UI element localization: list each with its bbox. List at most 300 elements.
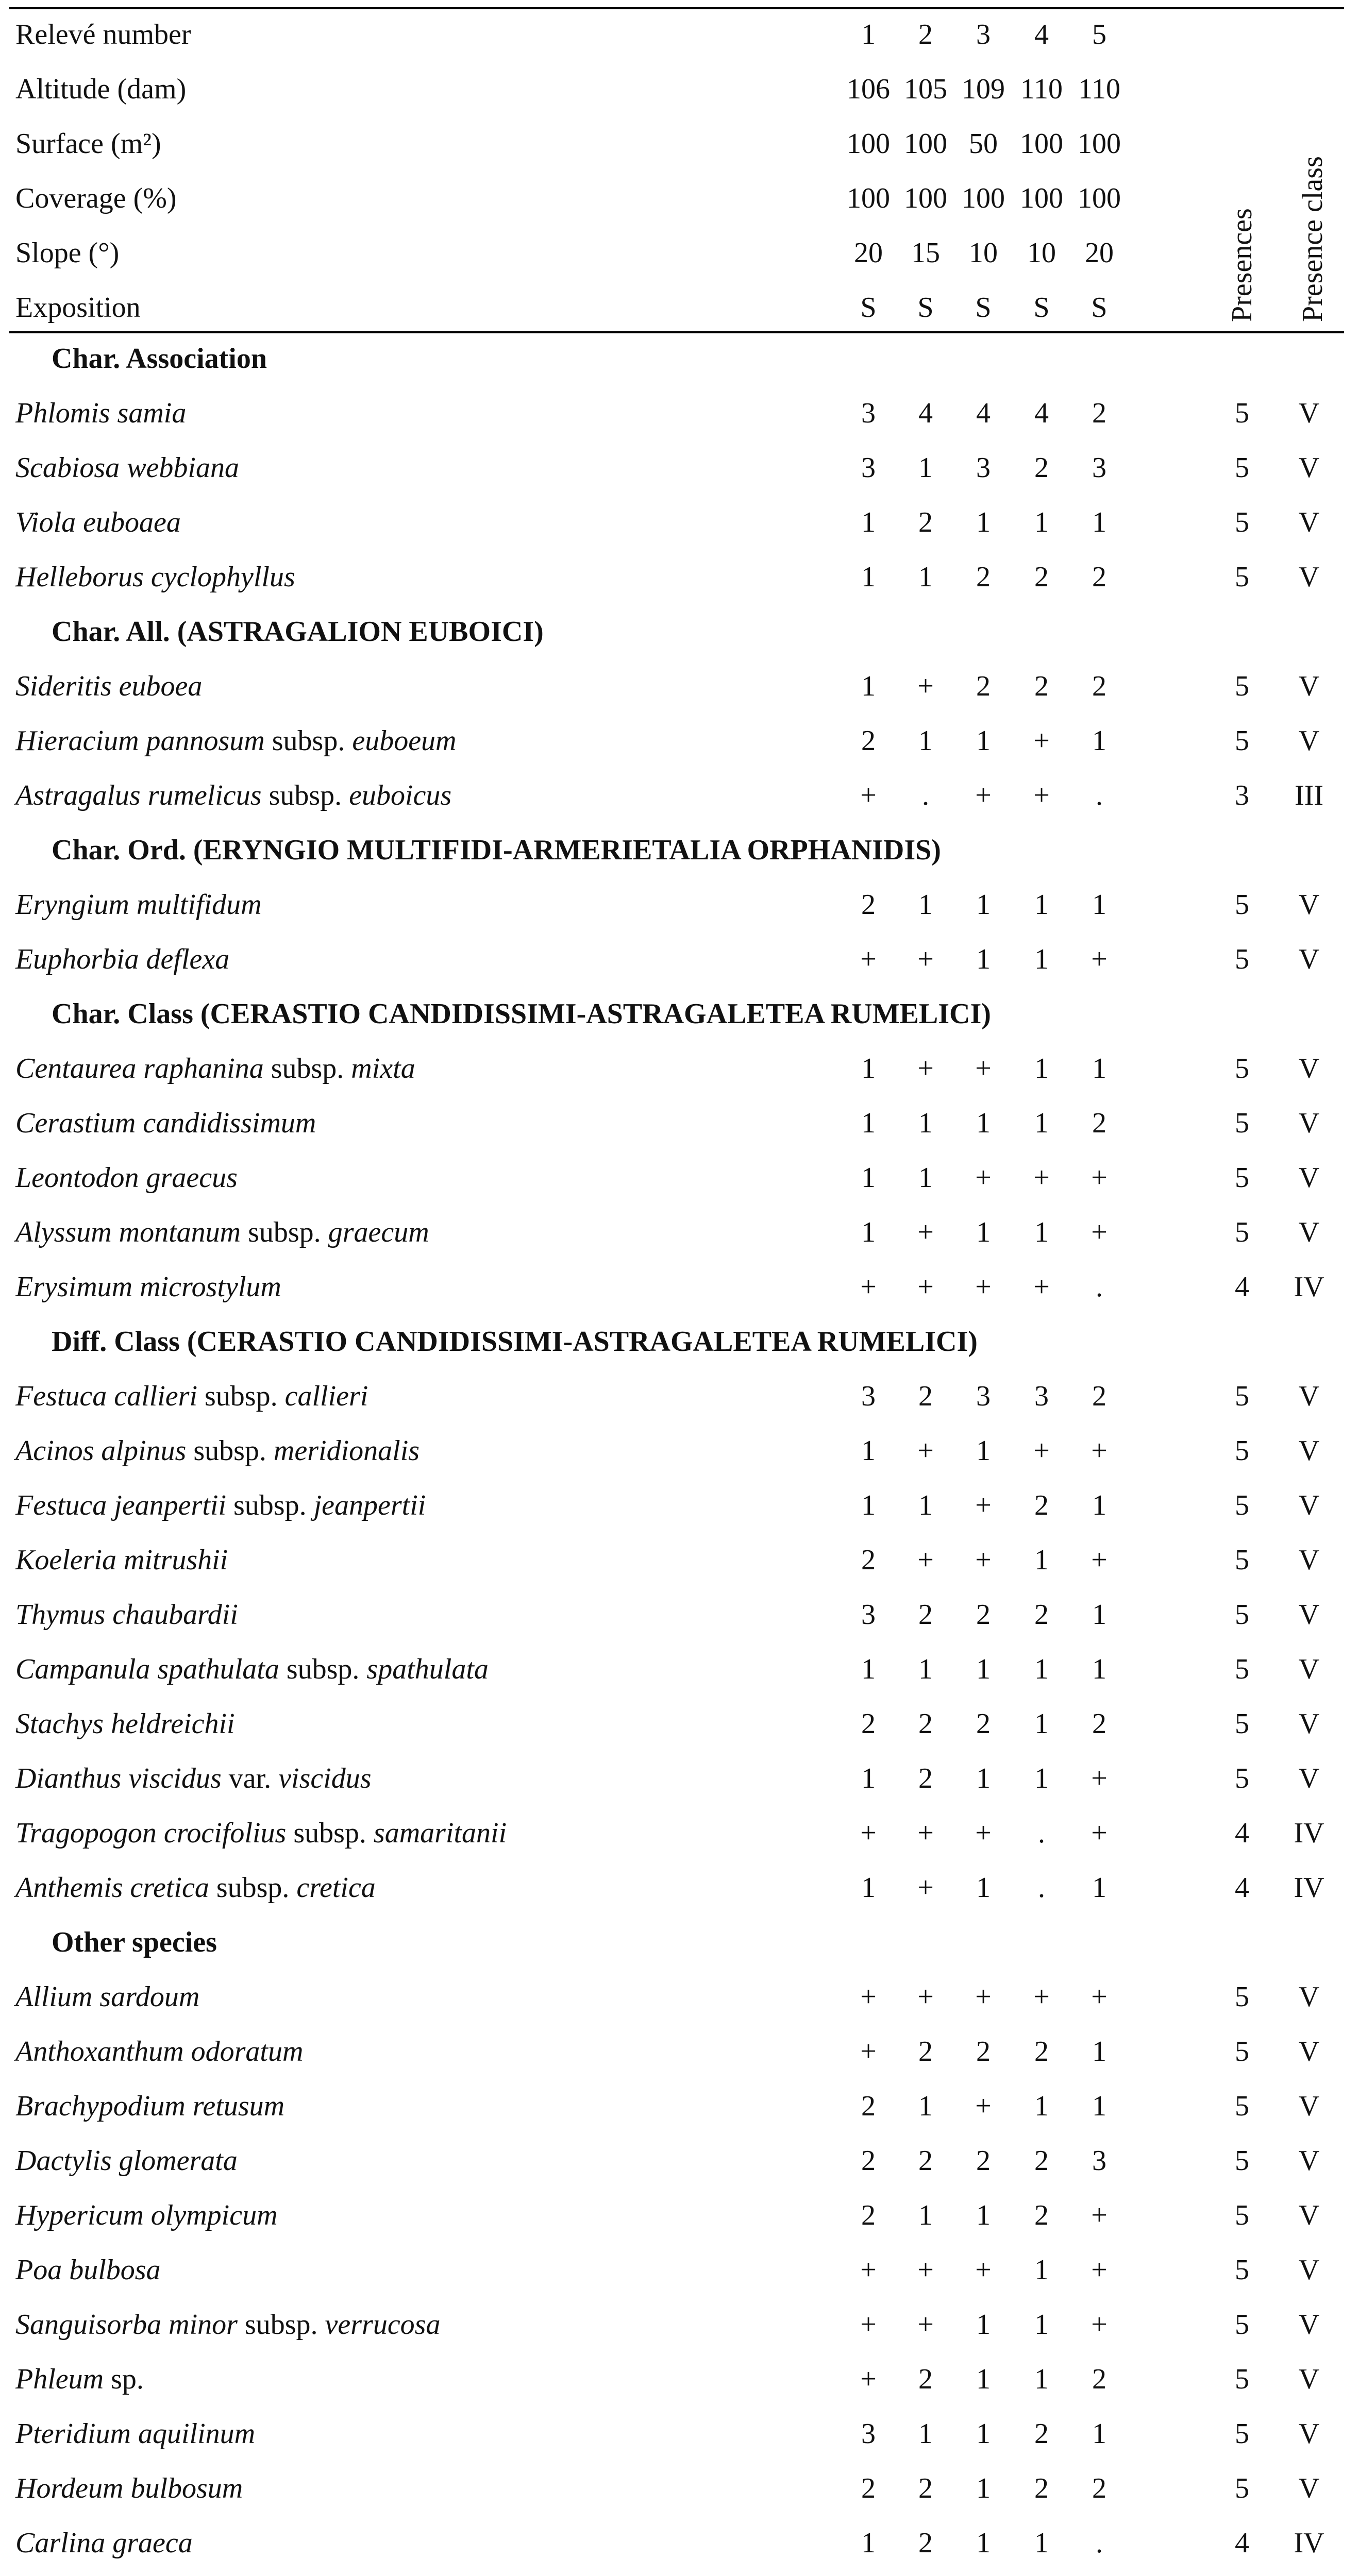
abundance-value: + — [975, 2090, 992, 2122]
abundance-value: 2 — [918, 1380, 933, 1412]
abundance-value: 2 — [1092, 397, 1106, 429]
abundance-value: 1 — [1092, 1653, 1106, 1685]
abundance-value: 2 — [861, 2199, 876, 2231]
species-name-part: subsp. — [241, 1216, 328, 1248]
abundance-value: 4 — [918, 397, 933, 429]
abundance-value: 2 — [1034, 2036, 1049, 2067]
species-name-part: var. — [221, 1762, 279, 1794]
presence-class-value: V — [1298, 2036, 1320, 2067]
presence-class-value: V — [1298, 2472, 1320, 2504]
abundance-value: + — [917, 1872, 934, 1904]
presence-class-value: V — [1298, 1216, 1320, 1248]
abundance-value: 1 — [1092, 2090, 1106, 2122]
species-name-part: subsp. — [279, 1653, 367, 1685]
species-row — [0, 2133, 1359, 2188]
abundance-value: 1 — [976, 1653, 991, 1685]
abundance-value: + — [917, 2309, 934, 2341]
abundance-value: 2 — [1092, 2472, 1106, 2504]
section-heading-row — [0, 1314, 1359, 1369]
abundance-value: 1 — [861, 1872, 876, 1904]
presence-class-value: IV — [1294, 2527, 1324, 2559]
species-row — [0, 2024, 1359, 2079]
abundance-value: + — [917, 1544, 934, 1576]
presence-class-value: V — [1298, 889, 1320, 921]
header-value: 50 — [969, 128, 998, 160]
species-row — [0, 714, 1359, 768]
abundance-value: + — [1091, 1216, 1108, 1248]
presence-class-value: V — [1298, 1653, 1320, 1685]
abundance-value: 2 — [918, 1708, 933, 1740]
abundance-value — [840, 2570, 897, 2576]
species-row — [0, 495, 1359, 550]
species-row — [0, 1423, 1359, 1478]
abundance-value: + — [860, 943, 877, 975]
abundance-value: 2 — [1034, 2145, 1049, 2177]
presences-value: 5 — [1235, 1107, 1249, 1139]
abundance-value: 3 — [1034, 1380, 1049, 1412]
abundance-value: + — [917, 1435, 934, 1467]
abundance-value: 2 — [976, 1599, 991, 1631]
species-row — [0, 1150, 1359, 1205]
species-row — [0, 2406, 1359, 2461]
presences-value: 5 — [1235, 2418, 1249, 2450]
presence-class-value: V — [1298, 1489, 1320, 1521]
header-label: Slope (°) — [15, 237, 120, 269]
section-heading-row — [0, 604, 1359, 659]
abundance-value: + — [1033, 1435, 1050, 1467]
presence-class-value: IV — [1294, 1817, 1324, 1849]
species-name — [15, 1970, 199, 2024]
abundance-value: 1 — [976, 1107, 991, 1139]
abundance-value: 1 — [861, 506, 876, 538]
presences-value: 5 — [1235, 397, 1249, 429]
header-label: Exposition — [15, 292, 141, 324]
species-name-part: verrucosa — [325, 2309, 441, 2341]
presences-value: 5 — [1235, 1216, 1249, 1248]
species-name-part: Phlomis samia — [15, 397, 187, 429]
abundance-value: . — [1096, 779, 1103, 811]
abundance-value: 1 — [1034, 1107, 1049, 1139]
section-title: Char. Association — [52, 343, 267, 375]
species-name — [15, 2079, 284, 2133]
species-name — [15, 2461, 243, 2516]
abundance-value: + — [917, 1271, 934, 1303]
presences-value: 3 — [1235, 779, 1249, 811]
species-name — [15, 386, 186, 440]
species-name — [15, 932, 229, 987]
abundance-value: 2 — [1034, 561, 1049, 593]
presence-class-value: V — [1298, 1380, 1320, 1412]
header-label: Coverage (%) — [15, 182, 177, 214]
abundance-value: 1 — [918, 1162, 933, 1194]
species-row — [0, 1970, 1359, 2024]
abundance-value: 1 — [861, 1107, 876, 1139]
species-name-part: Festuca jeanpertii — [15, 1489, 227, 1521]
presence-class-value: V — [1298, 452, 1320, 484]
species-name-part: spathulata — [366, 1653, 489, 1685]
abundance-value: 2 — [1034, 2472, 1049, 2504]
presences-value: 5 — [1235, 1489, 1249, 1521]
species-row — [0, 440, 1359, 495]
abundance-value: + — [860, 779, 877, 811]
abundance-value: 1 — [1092, 1053, 1106, 1084]
abundance-value: 2 — [976, 561, 991, 593]
abundance-value: + — [975, 1817, 992, 1849]
presences-value: 5 — [1235, 2145, 1249, 2177]
abundance-value: + — [917, 1216, 934, 1248]
species-name-part: Dianthus viscidus — [15, 1762, 222, 1794]
presences-value — [1219, 2570, 1265, 2576]
abundance-value: 1 — [861, 1216, 876, 1248]
species-name-part: Euphorbia deflexa — [15, 943, 230, 975]
species-name — [15, 1150, 238, 1205]
presence-class-value: V — [1298, 1053, 1320, 1084]
species-name-part: Phleum — [15, 2363, 104, 2395]
abundance-value: + — [975, 1162, 992, 1194]
presences-value: 5 — [1235, 2363, 1249, 2395]
abundance-value: 2 — [1092, 1107, 1106, 1139]
header-value: S — [975, 292, 992, 324]
abundance-value: 1 — [918, 1489, 933, 1521]
abundance-value: 2 — [918, 1599, 933, 1631]
abundance-value: 1 — [1092, 1872, 1106, 1904]
presences-value: 5 — [1235, 1653, 1249, 1685]
species-name — [15, 768, 451, 823]
species-row — [0, 2570, 1359, 2576]
species-row — [0, 1697, 1359, 1751]
presence-class-header: Presence class — [1297, 156, 1329, 322]
species-name-part: subsp. — [263, 1053, 351, 1084]
abundance-value: 1 — [861, 1435, 876, 1467]
abundance-value: 1 — [918, 2199, 933, 2231]
header-value: 110 — [1078, 73, 1120, 105]
species-name-part: subsp. — [186, 1435, 274, 1467]
abundance-value: 1 — [1034, 1762, 1049, 1794]
species-name-part: Leontodon graecus — [15, 1162, 238, 1194]
species-name-part: mixta — [351, 1053, 415, 1084]
abundance-value: 1 — [976, 2309, 991, 2341]
species-name-part: Tragopogon crocifolius — [15, 1817, 287, 1849]
abundance-value: 1 — [861, 1653, 876, 1685]
species-row — [0, 2297, 1359, 2352]
abundance-value: + — [1091, 943, 1108, 975]
species-name — [15, 2133, 238, 2188]
presence-class-value: V — [1298, 506, 1320, 538]
abundance-value: 2 — [976, 2036, 991, 2067]
abundance-value: 2 — [1034, 2199, 1049, 2231]
species-name — [15, 1806, 507, 1860]
presences-value: 4 — [1235, 1271, 1249, 1303]
header-value: S — [1033, 292, 1050, 324]
header-value: 4 — [1034, 19, 1049, 50]
species-name-part: Alyssum montanum — [15, 1216, 241, 1248]
presences-value: 5 — [1235, 889, 1249, 921]
abundance-value: 1 — [976, 1216, 991, 1248]
presences-value: 5 — [1235, 452, 1249, 484]
presences-value: 5 — [1235, 1762, 1249, 1794]
species-name-part: subsp. — [209, 1872, 297, 1904]
presence-class-value: V — [1298, 1762, 1320, 1794]
abundance-value: 2 — [1034, 1599, 1049, 1631]
abundance-value: 2 — [976, 670, 991, 702]
header-value: 100 — [1020, 128, 1063, 160]
header-row — [0, 171, 1359, 226]
species-name-part: Brachypodium retusum — [15, 2090, 285, 2122]
section-title: Diff. Class (CERASTIO CANDIDISSIMI-ASTRAGALETEA RUMELICI) — [52, 1326, 978, 1358]
species-name-part: Eryngium multifidum — [15, 889, 262, 921]
abundance-value: . — [1096, 2527, 1103, 2559]
abundance-value: 2 — [918, 2527, 933, 2559]
abundance-value: . — [922, 779, 929, 811]
abundance-value: + — [975, 1271, 992, 1303]
header-row — [0, 116, 1359, 171]
presences-value: 5 — [1235, 561, 1249, 593]
species-row — [0, 1642, 1359, 1697]
species-name-part: euboicus — [349, 779, 452, 811]
abundance-value: 2 — [1034, 2418, 1049, 2450]
species-name — [15, 877, 262, 932]
header-value: 20 — [1085, 237, 1114, 269]
species-name-part: jeanpertii — [313, 1489, 426, 1521]
abundance-value: + — [860, 1817, 877, 1849]
species-row — [0, 659, 1359, 714]
abundance-value: 1 — [976, 943, 991, 975]
header-value: 100 — [904, 182, 947, 214]
presence-class-value: V — [1298, 1981, 1320, 2013]
species-name — [15, 1041, 415, 1096]
abundance-value: 1 — [861, 670, 876, 702]
abundance-value: 3 — [861, 397, 876, 429]
header-value: 110 — [1020, 73, 1063, 105]
header-value: 15 — [911, 237, 940, 269]
abundance-value: + — [975, 2254, 992, 2286]
presences-value: 5 — [1235, 725, 1249, 757]
species-name-part: Cerastium candidissimum — [15, 1107, 316, 1139]
abundance-value: 3 — [861, 452, 876, 484]
abundance-value: + — [1033, 1271, 1050, 1303]
presence-class-value: V — [1298, 670, 1320, 702]
abundance-value: + — [1033, 1981, 1050, 2013]
header-row — [0, 280, 1359, 335]
abundance-value: 1 — [1092, 2036, 1106, 2067]
species-name — [15, 659, 202, 714]
presence-class-value: V — [1298, 2199, 1320, 2231]
species-row — [0, 1260, 1359, 1314]
abundance-value: + — [1091, 1762, 1108, 1794]
abundance-value: 2 — [918, 1762, 933, 1794]
abundance-value — [955, 2570, 1012, 2576]
abundance-value: 2 — [861, 2472, 876, 2504]
species-name — [15, 1751, 372, 1806]
species-name — [15, 2024, 303, 2079]
abundance-value: 1 — [1034, 1708, 1049, 1740]
header-value: 5 — [1092, 19, 1106, 50]
section-title: Other species — [52, 1926, 217, 1958]
abundance-value: + — [1091, 2309, 1108, 2341]
abundance-value: + — [860, 2309, 877, 2341]
species-row — [0, 1478, 1359, 1533]
header-value: 10 — [1027, 237, 1056, 269]
abundance-value: 2 — [976, 1708, 991, 1740]
header-value: S — [860, 292, 877, 324]
abundance-value: 1 — [918, 889, 933, 921]
header-value: 10 — [969, 237, 998, 269]
header-value: S — [917, 292, 934, 324]
abundance-value: 2 — [861, 889, 876, 921]
presences-value: 5 — [1235, 1162, 1249, 1194]
presence-class-value: V — [1298, 2418, 1320, 2450]
abundance-value: + — [1033, 1162, 1050, 1194]
presences-value: 5 — [1235, 1053, 1249, 1084]
header-value: S — [1091, 292, 1108, 324]
species-name-part: Stachys heldreichii — [15, 1708, 235, 1740]
header-value: 1 — [861, 19, 876, 50]
species-name-part: Centaurea raphanina — [15, 1053, 264, 1084]
section-heading-row — [0, 1915, 1359, 1970]
section-heading-row — [0, 823, 1359, 877]
species-name — [15, 1860, 376, 1915]
species-name — [15, 1205, 429, 1260]
species-name — [15, 2516, 193, 2570]
species-name-part: subsp. — [237, 2309, 325, 2341]
abundance-value: + — [860, 2254, 877, 2286]
abundance-value: 2 — [918, 2145, 933, 2177]
species-row — [0, 1751, 1359, 1806]
presences-value: 4 — [1235, 2527, 1249, 2559]
species-name — [15, 714, 457, 768]
abundance-value — [1013, 2570, 1070, 2576]
species-name-part: euboeum — [352, 725, 457, 757]
abundance-value: 2 — [861, 2145, 876, 2177]
species-row — [0, 386, 1359, 440]
species-row — [0, 2461, 1359, 2516]
abundance-value: 1 — [976, 2418, 991, 2450]
presences-value: 5 — [1235, 2472, 1249, 2504]
abundance-value: + — [975, 1489, 992, 1521]
species-row — [0, 2188, 1359, 2243]
species-name — [15, 1369, 368, 1423]
abundance-value: 2 — [1034, 1489, 1049, 1521]
presence-class-value: IV — [1294, 1271, 1324, 1303]
abundance-value — [1071, 2570, 1128, 2576]
presences-value: 5 — [1235, 1435, 1249, 1467]
abundance-value: + — [860, 1271, 877, 1303]
abundance-value: 2 — [1092, 561, 1106, 593]
presence-class-value: V — [1298, 2090, 1320, 2122]
species-row — [0, 1369, 1359, 1423]
section-title: Char. Ord. (ERYNGIO MULTIFIDI-ARMERIETALIA ORPHANIDIS) — [52, 834, 941, 866]
abundance-value: + — [1091, 1162, 1108, 1194]
species-name-part: cretica — [296, 1872, 376, 1904]
header-value: 100 — [962, 182, 1005, 214]
presences-value: 5 — [1235, 2090, 1249, 2122]
header-value: 100 — [1078, 128, 1121, 160]
presence-class-value: V — [1298, 1107, 1320, 1139]
species-name-part: subsp. — [197, 1380, 285, 1412]
species-name — [15, 1587, 238, 1642]
abundance-value: 1 — [918, 2418, 933, 2450]
presences-header: Presences — [1226, 208, 1258, 322]
abundance-value: 1 — [861, 1053, 876, 1084]
abundance-value: 1 — [976, 889, 991, 921]
presence-class-value: V — [1298, 397, 1320, 429]
abundance-value: 1 — [918, 1107, 933, 1139]
species-name-part: Hordeum bulbosum — [15, 2472, 243, 2504]
species-name-part: Allium sardoum — [15, 1981, 200, 2013]
species-name-part: subsp. — [226, 1489, 314, 1521]
abundance-value: 2 — [918, 2472, 933, 2504]
abundance-value: + — [1091, 1981, 1108, 2013]
abundance-value: 2 — [976, 2145, 991, 2177]
abundance-value: + — [1091, 2199, 1108, 2231]
species-row — [0, 550, 1359, 604]
species-name-part: Thymus chaubardii — [15, 1599, 238, 1631]
presences-value: 5 — [1235, 2309, 1249, 2341]
species-name-part: subsp. — [286, 1817, 374, 1849]
species-name — [15, 1642, 489, 1697]
species-name — [15, 1533, 228, 1587]
abundance-value: 1 — [1092, 1489, 1106, 1521]
species-row — [0, 1587, 1359, 1642]
species-name-part: viscidus — [278, 1762, 372, 1794]
abundance-value: 1 — [918, 2090, 933, 2122]
species-row — [0, 1533, 1359, 1587]
species-name-part: Pteridium aquilinum — [15, 2418, 256, 2450]
abundance-value: + — [1091, 1435, 1108, 1467]
species-name — [15, 1260, 281, 1314]
species-name — [15, 1423, 420, 1478]
abundance-value: 1 — [1092, 2418, 1106, 2450]
species-name — [15, 2243, 161, 2297]
abundance-value: . — [1096, 1271, 1103, 1303]
abundance-value: 1 — [976, 2199, 991, 2231]
abundance-value: 1 — [1034, 1544, 1049, 1576]
abundance-value: 2 — [861, 2090, 876, 2122]
abundance-value: 1 — [976, 2472, 991, 2504]
presences-value: 5 — [1235, 1599, 1249, 1631]
abundance-value: 3 — [1092, 452, 1106, 484]
species-name-part: graecum — [328, 1216, 429, 1248]
species-name — [15, 2406, 255, 2461]
species-row — [0, 877, 1359, 932]
abundance-value: 2 — [861, 725, 876, 757]
section-heading-row — [0, 331, 1359, 386]
header-label: Altitude (dam) — [15, 73, 187, 105]
header-label: Surface (m²) — [15, 128, 161, 160]
presence-class-value: V — [1298, 1435, 1320, 1467]
species-name — [15, 2297, 440, 2352]
header-value: 100 — [847, 182, 890, 214]
species-name-part: subsp. — [261, 779, 349, 811]
abundance-value: 2 — [861, 1708, 876, 1740]
abundance-value: 2 — [918, 2036, 933, 2067]
species-name-part: meridionalis — [273, 1435, 420, 1467]
presence-class-value: IV — [1294, 1872, 1324, 1904]
species-name-part: callieri — [284, 1380, 368, 1412]
abundance-value: + — [975, 779, 992, 811]
abundance-value: 1 — [1034, 506, 1049, 538]
presence-class-value: V — [1298, 725, 1320, 757]
abundance-value: 1 — [1034, 1216, 1049, 1248]
species-name-part: sp. — [104, 2363, 144, 2395]
abundance-value: 1 — [1034, 2527, 1049, 2559]
species-name-part: Viola euboaea — [15, 506, 181, 538]
species-row — [0, 2079, 1359, 2133]
species-name-part: Scabiosa webbiana — [15, 452, 239, 484]
species-name-part: Hypericum olympicum — [15, 2199, 278, 2231]
species-name-part: Carlina graeca — [15, 2527, 193, 2559]
abundance-value: + — [860, 2036, 877, 2067]
